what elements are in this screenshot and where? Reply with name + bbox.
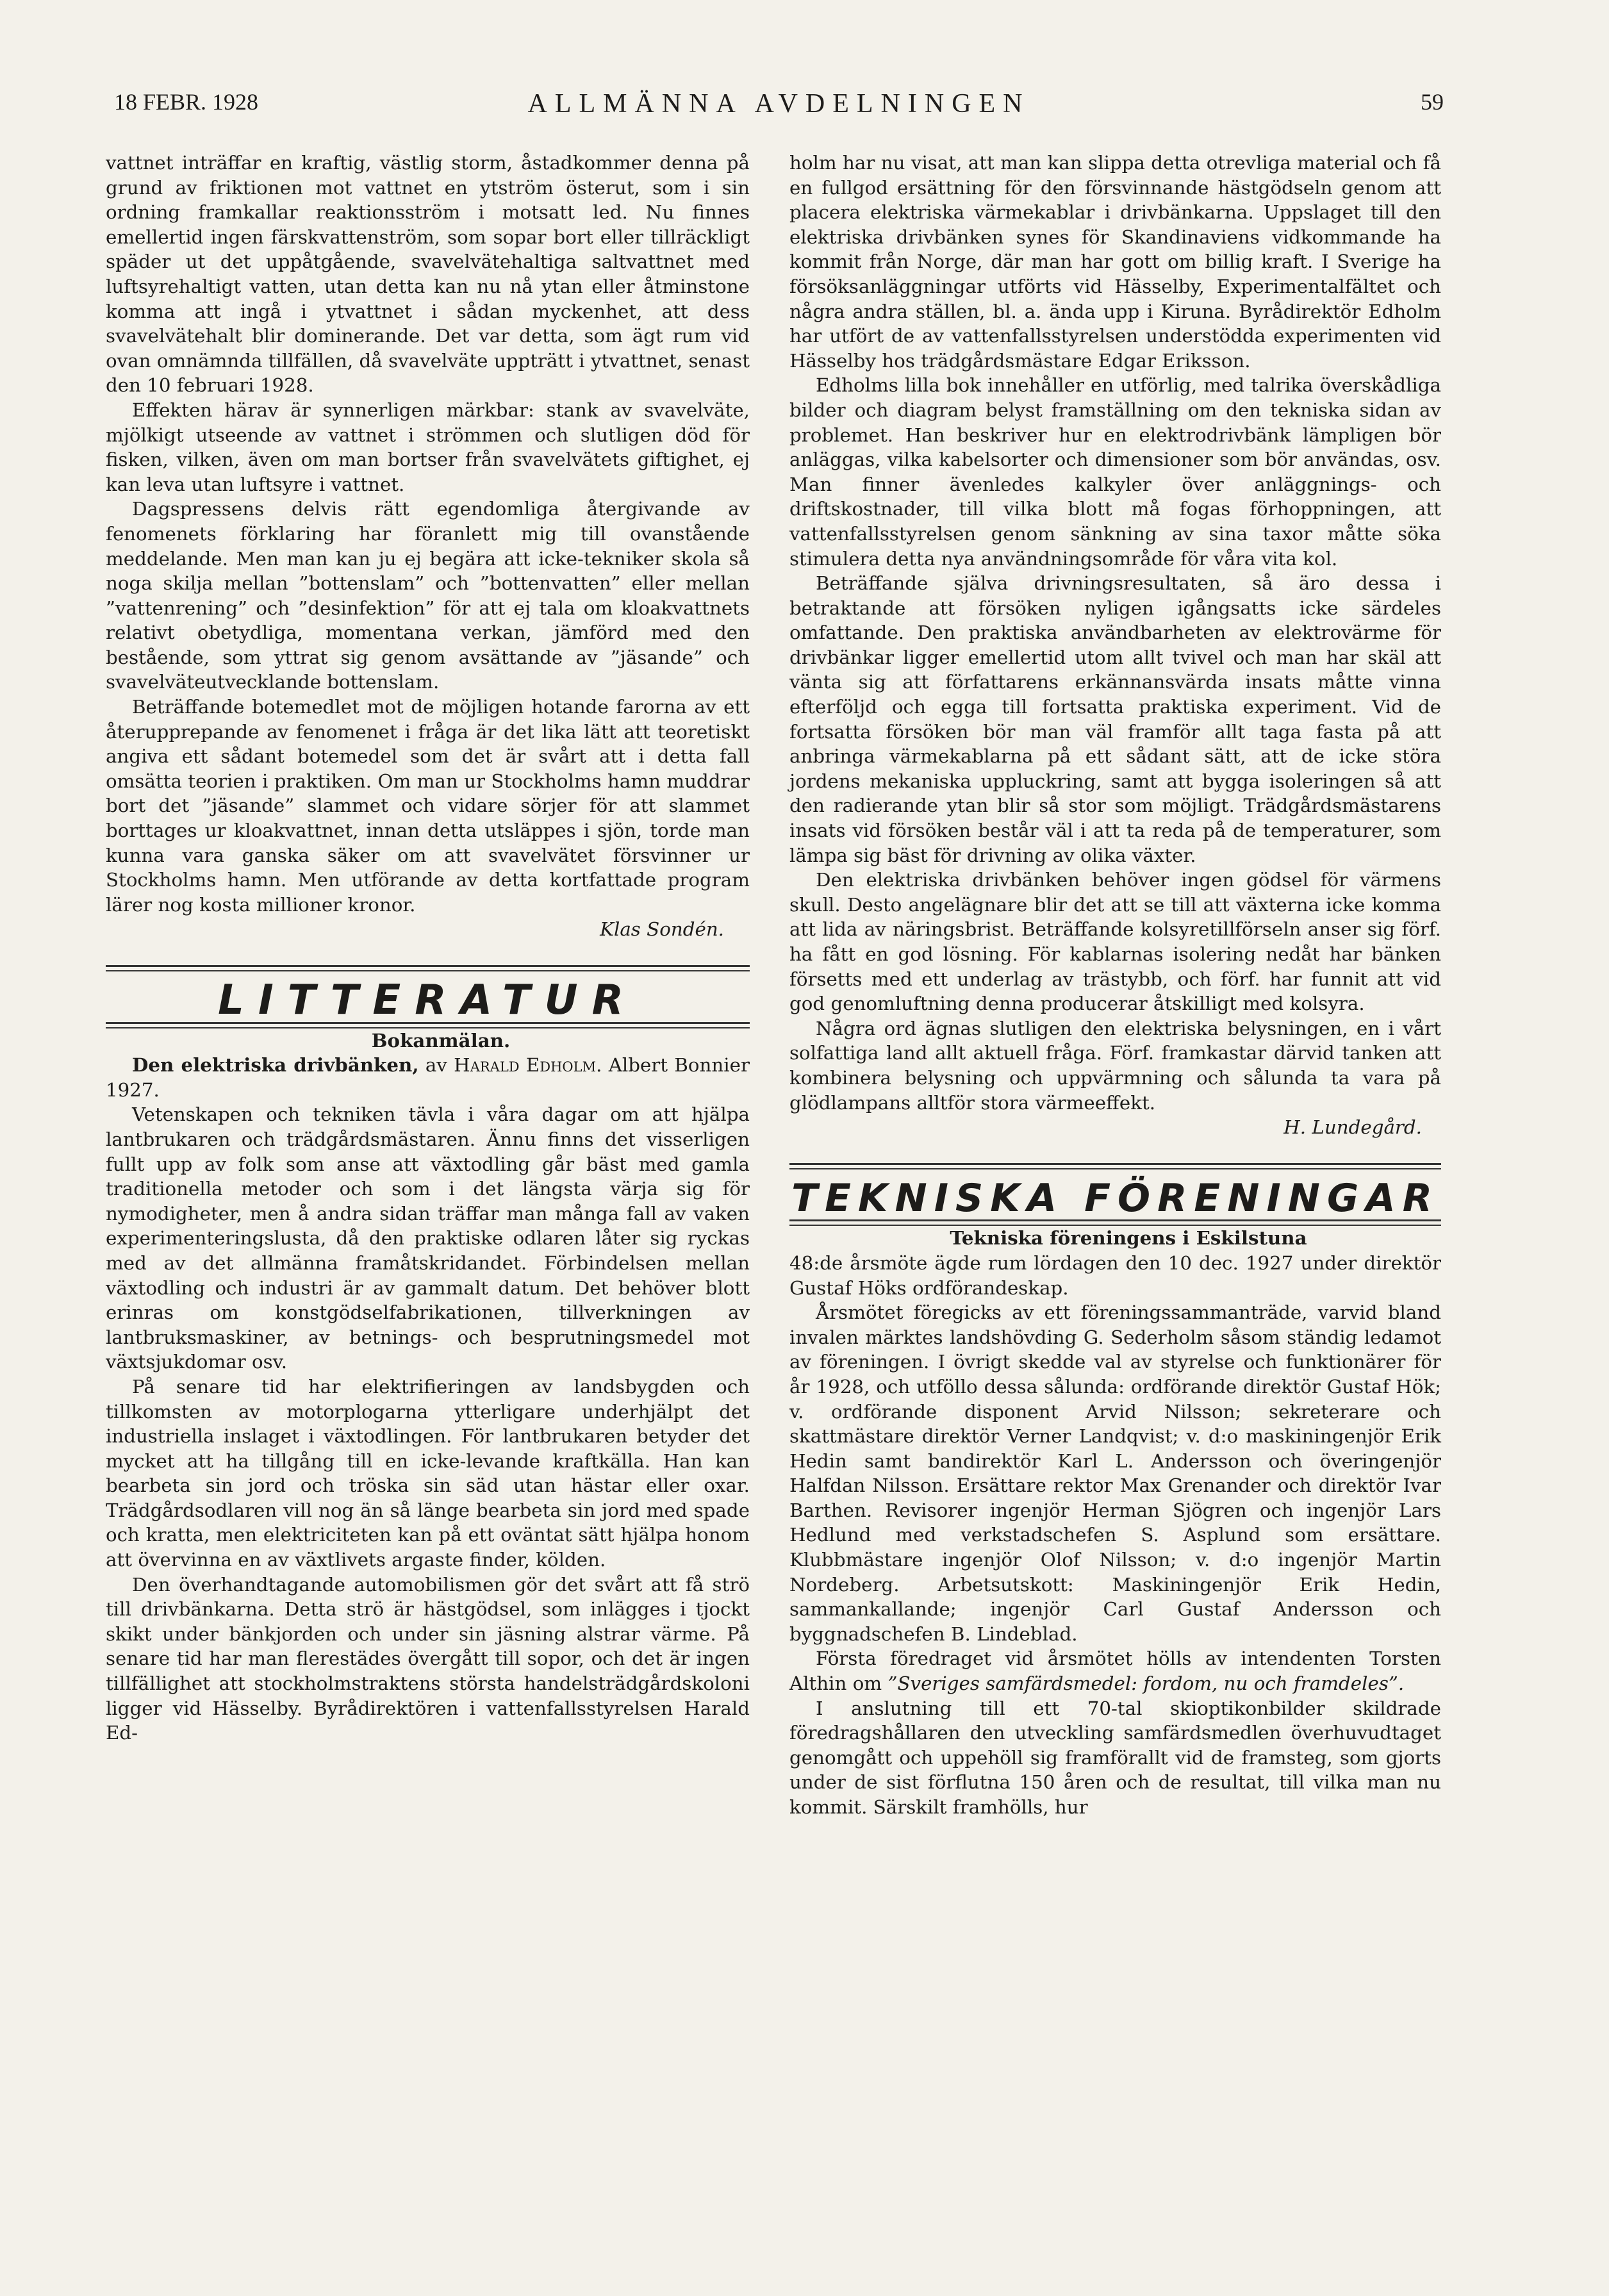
running-header: [114, 88, 1444, 127]
paragraph: Den elektriska drivbänken behöver ingen gödsel för värmens skull. Desto angelägnare blir det att se till att växterna icke komma att lida av näringsbrist. Beträffande kolsyretillförseln anser sig förf. ha fått en god lösning. För kablarnas isolering nedåt har bänken försetts med ett underlag av trästybb, och förf. har funnit att vid god genomluftning denna producerar åtskilligt med kolsyra.: [789, 869, 1441, 1015]
paragraph: [789, 1646, 1441, 1696]
paragraph: Effekten härav är synnerligen märkbar: stank av svavelväte, mjölkigt utseende av vattnet i strömmen och slutligen död för fisken, vilken, även om man bortser från svavelvätets giftighet, ej kan leva utan luftsyre i vattnet.: [106, 399, 750, 495]
section-title-tekniska-foreningar: TEKNISKA FÖRENINGAR: [791, 1175, 1439, 1221]
issue-date: 18 FEBR. 1928: [114, 89, 259, 115]
paragraph: Dagspressens delvis rätt egendomliga återgivande av fenomenets förklaring har föranlett mig till ovanstående meddelande. Men man kan ju ej begära att icke-tekniker skola så noga skilja mellan ”bottenslam” och ”bottenvatten” eller mellan ”vattenrening” och ”desinfektion” för att ej tala om kloakvattnets relativt obetydliga, momentana verkan, jämförd med den bestående, som yttrat sig genom avsättande av ”jäsande” och svavelväteutvecklande bottenslam.: [106, 498, 750, 693]
left-column: [106, 151, 750, 1746]
section-name: ALLMÄNNA AVDELNINGEN: [527, 89, 1030, 119]
book-publisher: Albert Bonnier 1927.: [106, 1054, 750, 1101]
paragraph: Vetenskapen och tekniken tävla i våra dagar om att hjälpa lantbrukaren och trädgårdsmästaren. Ännu finns det visserligen fullt upp av folk som anse att växtodling går bäst med gamla traditionella metoder och som i det längsta värja sig för nymodigheter, men å andra sidan träffar man många fall av vaken experimenteringslusta, då den praktiske odlaren låter sig ryckas med av det allmänna framåtskridandet. Förbindelsen mellan växtodling och industri är av gammalt datum. Det behöver blott erinras om konstgödselfabrikationen, tillverkningen av lantbruksmaskiner, av betnings- och besprutningsmedel mot växtsjukdomar osv.: [106, 1103, 750, 1373]
paragraph: Beträffande själva drivningsresultaten, så äro dessa i betraktande att försöken nyligen igångsatts icke särdeles omfattande. Den praktiska användbarheten av elektrovärme för drivbänkar ligger emellertid utom allt tvivel och man har skäl att vänta sig att författarens erkännansvärda insats måtte vinna efterföljd och egga till fortsatta praktiska experiment. Vid de fortsatta försöken bör man väl framför allt taga fasta på att anbringa värmekablarna på ett sådant sätt, att de icke störa jordens mekaniska uppluckring, samt att bygga isoleringen så att den radierande ytan blir så stor som möjligt. Trädgårdsmästarens insats vid försöken består väl i att ta reda på de temperaturer, som lämpa sig bäst för drivning av olika växter.: [789, 572, 1441, 866]
book-author: Harald Edholm.: [454, 1054, 602, 1077]
lecture-intro: Första föredraget vid årsmötet hölls av intendenten Torsten Althin om: [789, 1648, 1441, 1695]
paragraph: vattnet inträffar en kraftig, västlig storm, åstadkommer denna på grund av friktionen mot vattnet en ytström österut, som i sin ordning framkallar reaktionsström i motsatt led. Nu finnes emellertid ingen färskvattenström, som sopar bort eller tillräckligt späder ut det uppåtgående, svavelvätehaltiga saltvattnet med luftsyrehaltigt vatten, utan detta kan nu nå ytan eller åtminstone komma att ingå i ytvattnet i sådan myckenhet, att dess svavelvätehalt blir dominerande. Det var detta, som ägt rum vid ovan omnämnda tillfällen, då svavelväte uppträtt i ytvattnet, senast den 10 februari 1928.: [106, 152, 750, 397]
subheading: Tekniska föreningens i Eskilstuna: [950, 1226, 1307, 1250]
right-column: [789, 151, 1441, 1820]
book-citation: [106, 1053, 750, 1102]
section-divider: [106, 965, 750, 971]
book-by: av: [425, 1054, 447, 1077]
section-divider: [789, 1219, 1441, 1226]
page-number: 59: [1421, 89, 1444, 115]
paragraph: Beträffande botemedlet mot de möjligen hotande farorna av ett återupprepande av fenomenet i fråga är det lika lätt att teoretiskt angiva ett sådant botemedel som det är svårt att i detta fall omsätta teorien i praktiken. Om man ur Stockholms hamn muddrar bort det ”jäsande” slammet och vidare sörjer för att slammet borttages ur kloakvattnet, innan detta utsläppes i sjön, torde man kunna vara ganska säker om att svavelvätet försvinner ur Stockholms hamn. Men utförande av detta kortfattade program lärer nog kosta millioner kronor.: [106, 696, 750, 916]
lecture-title: ”Sveriges samfärdsmedel: fordom, nu och framdeles”.: [887, 1672, 1405, 1695]
paragraph: Den överhandtagande automobilismen gör det svårt att få strö till drivbänkarna. Detta strö är hästgödsel, som inlägges i tjockt skikt under bänkjorden och under sin jäsning alstrar värme. På senare tid har man flerestädes övergått till sopor, och det är ingen tillfällighet att stockholmstraktens största handelsträdgårdskoloni ligger vid Hässelby. Byrådirektören i vattenfallsstyrelsen Harald Ed-: [106, 1573, 750, 1744]
paragraph: Årsmötet föregicks av ett föreningssammanträde, varvid bland invalen märktes landshövding G. Sederholm såsom ständig ledamot av föreningen. I övrigt skedde val av styrelse och funktionärer för år 1928, och utföllo dessa sålunda: ordförande direktör Gustaf Hök; v. ordförande disponent Arvid Nilsson; sekreterare och skattmästare direktör Verner Landqvist; v. d:o maskiningenjör Erik Hedin samt bandirektör Karl L. Andersson och överingenjör Halfdan Nilsson. Ersättare rektor Max Grenander och direktör Ivar Barthen. Revisorer ingenjör Herman Sjögren och ingenjör Lars Hedlund med verkstadschefen S. Asplund som ersättare. Klubbmästare ingenjör Olof Nilsson; v. d:o ingenjör Martin Nordeberg. Arbetsutskott: Maskiningenjör Erik Hedin, sammankallande; ingenjör Carl Gustaf Andersson och byggnadschefen B. Lindeblad.: [789, 1301, 1441, 1645]
book-title: Den elektriska drivbänken,: [132, 1053, 419, 1077]
author-signature: H. Lundegård.: [1283, 1116, 1422, 1139]
paragraph: 48:de årsmöte ägde rum lördagen den 10 dec. 1927 under direktör Gustaf Höks ordförandeskap.: [789, 1251, 1441, 1299]
subheading: Bokanmälan.: [371, 1028, 511, 1052]
author-signature: Klas Sondén.: [600, 918, 724, 941]
paragraph: Några ord ägnas slutligen den elektriska belysningen, en i vårt solfattiga land allt aktuell fråga. Förf. framkastar därvid tanken att kombinera belysning och uppvärmning och sålunda ta vara på glödlampans alltför stora värmeeffekt.: [789, 1017, 1441, 1114]
section-title-litteratur: LITTERATUR: [218, 977, 638, 1024]
paragraph: holm har nu visat, att man kan slippa detta otrevliga material och få en fullgod ersättning för den försvinnande hästgödseln genom att placera elektriska värmekablar i drivbänkarna. Uppslaget till den elektriska drivbänken synes för Skandinaviens vidkommande ha kommit från Norge, där man har gott om billig kraft. I Sverige ha försöksanläggningar utförts vid Hässelby, Experimentalfältet och några andra ställen, bl. a. ända upp i Kiruna. Byrådirektör Edholm har utfört de av vattenfallsstyrelsen understödda experimenten vid Hässelby hos trädgårdsmästare Edgar Eriksson.: [789, 152, 1441, 372]
section-divider: [789, 1163, 1441, 1169]
paragraph: I anslutning till ett 70-tal skioptikonbilder skildrade föredragshållaren den utveckling samfärdsmedlen överhuvudtaget genomgått och uppehöll sig framförallt vid de framsteg, som gjorts under de sist förflutna 150 åren och de resultat, till vilka man nu kommit. Särskilt framhölls, hur: [789, 1697, 1441, 1818]
paragraph: På senare tid har elektrifieringen av landsbygden och tillkomsten av motorplogarna ytterligare underhjälpt det industriella inslaget i växtodlingen. För lantbrukaren betyder det mycket att ha tillgång till en icke-levande kraftkälla. Han kan bearbeta sin jord och tröska sin säd utan hästar eller oxar. Trädgårdsodlaren vill nog än så länge bearbeta sin jord med spade och kratta, men elektriciteten kan på ett oväntat sätt hjälpa honom att övervinna en av växtlivets argaste finder, kölden.: [106, 1375, 750, 1571]
paragraph: Edholms lilla bok innehåller en utförlig, med talrika överskådliga bilder och diagram belyst framställning om den tekniska sidan av problemet. Han beskriver hur en elektrodrivbänk lämpligen bör anläggas, vilka kabelsorter och dimensioner som bör användas, osv. Man finner ävenledes kalkyler över anläggnings- och driftskostnader, till vilka blott må fogas förhoppningen, att vattenfallsstyrelsen genom sänkning av sina taxor måtte söka stimulera detta nya användningsområde för våra vita kol.: [789, 374, 1441, 570]
